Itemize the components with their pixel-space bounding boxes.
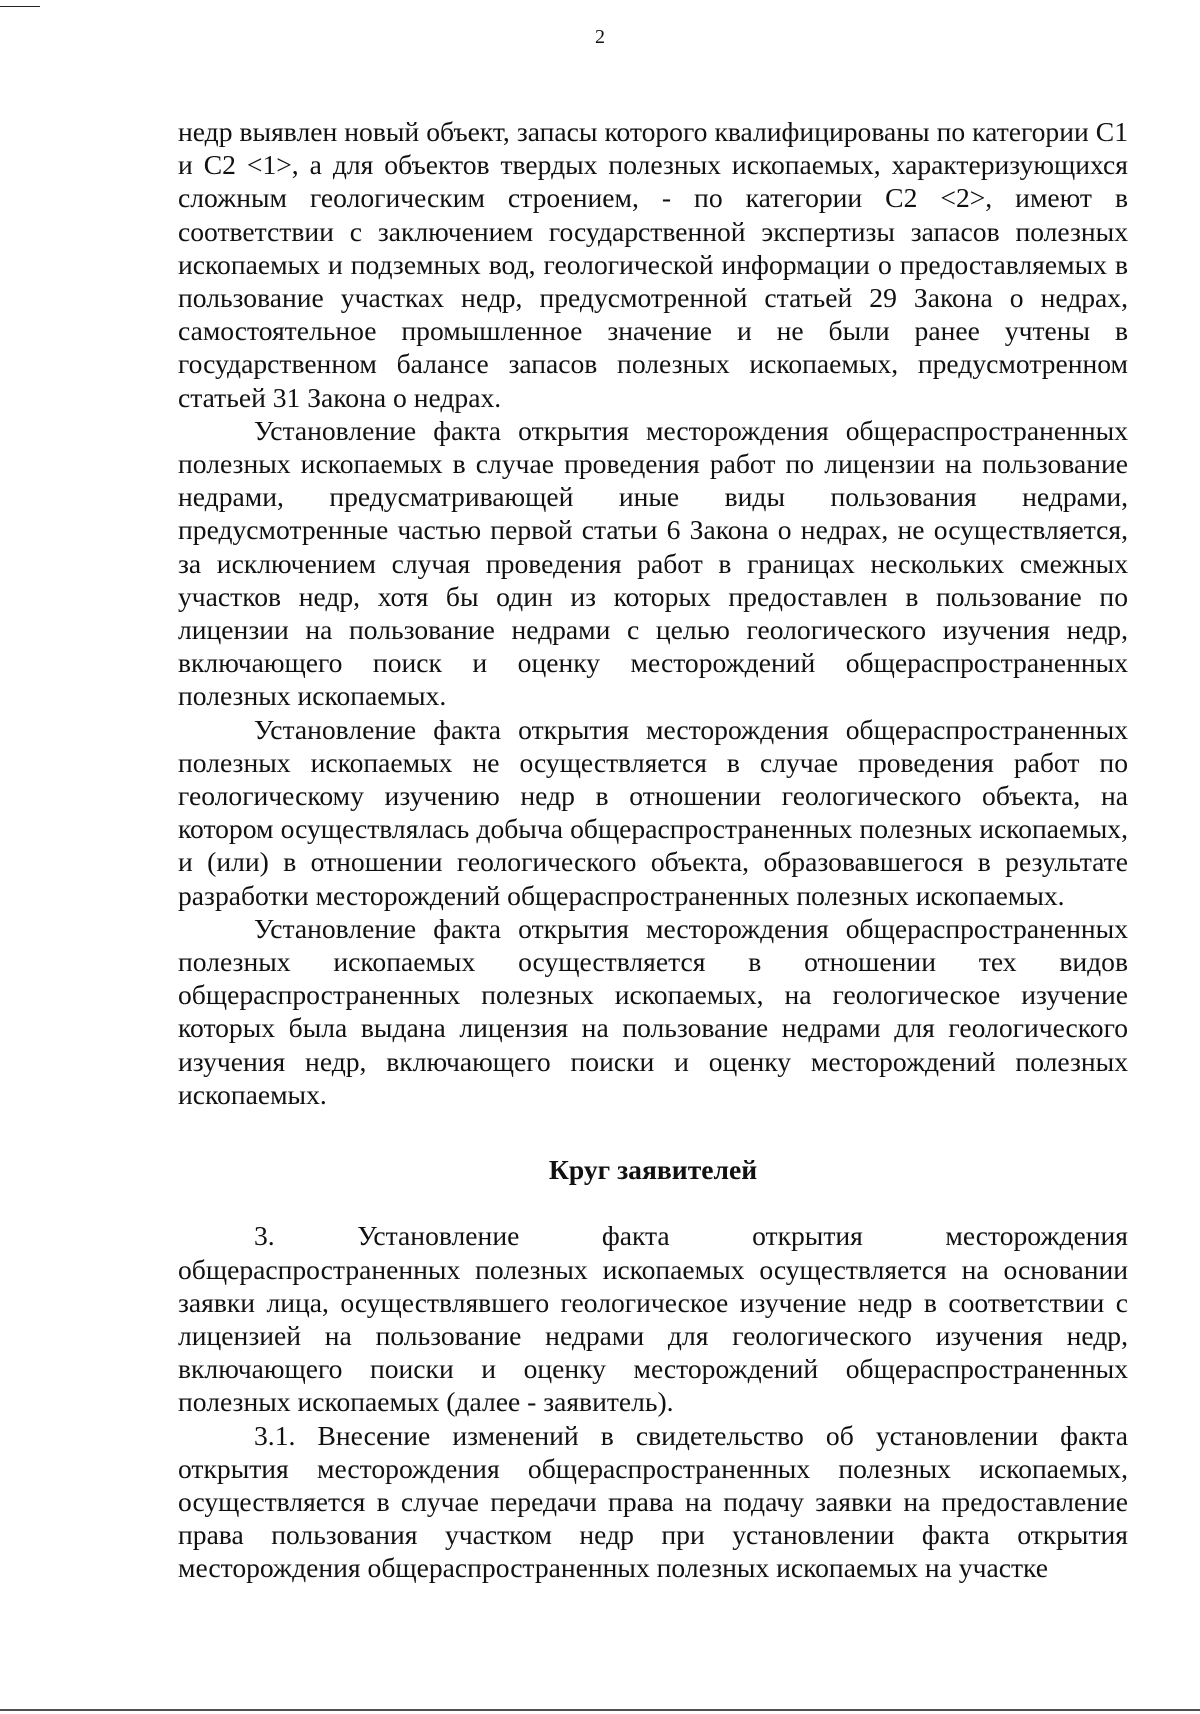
item-3-1-text: 3.1. Внесение изменений в свидетельство об установлении факта открытия месторождения общераспространенных полезных ископаемых, осуществляется в случае передачи права на подачу заявки на предоставление права пользования участком недр при установлении факта открытия месторождения общераспространенных полезных ископаемых на участке xyxy=(178,1419,1128,1584)
scan-corner-mark xyxy=(0,6,40,7)
spacer xyxy=(178,1111,1128,1153)
document-body xyxy=(178,115,1128,1585)
scan-bottom-edge xyxy=(0,1709,1200,1711)
spacer xyxy=(178,1186,1128,1219)
paragraph-exception-other-use: Установление факта открытия месторождения общераспространенных полезных ископаемых в случае проведения работ по лицензии на пользование недрами, предусматривающей иные виды пользования недрами, предусмотренные частью первой статьи 6 Закона о недрах, не осуществляется, за исключением случая проведения работ в границах нескольких смежных участков недр, хотя бы один из которых предоставлен в пользование по лицензии на пользование недрами с целью геологического изучения недр, включающего поиск и оценку месторождений общераспространенных полезных ископаемых. xyxy=(178,414,1128,712)
item-3-text: общераспространенных полезных ископаемых осуществляется на основании заявки лица, осуществлявшего геологическое изучение недр в соответствии с лицензией на пользование недрами для геологического изучения недр, включающего поиски и оценку месторождений общераспространенных полезных ископаемых (далее - заявитель). xyxy=(178,1253,1128,1418)
item-3-word: открытия xyxy=(752,1220,863,1252)
paragraph-continuation: недр выявлен новый объект, запасы которого квалифицированы по категории С1 и С2 <1>, а для объектов твердых полезных ископаемых, характеризующихся сложным геологическим строением, - по категории С2 <2>, имеют в соответствии с заключением государственной экспертизы запасов полезных ископаемых и подземных вод, геологической информации о предоставляемых в пользование участках недр, предусмотренной статьей 29 Закона о недрах, самостоятельное промышленное значение и не были ранее учтены в государственном балансе запасов полезных ископаемых, предусмотренном статьей 31 Закона о недрах. xyxy=(178,116,1128,413)
section-heading: Круг заявителей xyxy=(548,1154,758,1186)
paragraph-established-types: Установление факта открытия месторождения общераспространенных полезных ископаемых осуществляется в отношении тех видов общераспространенных полезных ископаемых, на геологическое изучение которых была выдана лицензия на пользование недрами для геологического изучения недр, включающего поиски и оценку месторождений полезных ископаемых. xyxy=(178,912,1128,1110)
item-3-word: месторождения xyxy=(945,1220,1128,1252)
item-3-first-line xyxy=(178,1219,1128,1252)
item-3-word: Установление xyxy=(357,1220,520,1252)
page-number: 2 xyxy=(595,26,605,48)
item-3-number: 3. xyxy=(254,1220,275,1252)
item-3-word: факта xyxy=(601,1220,670,1252)
paragraph-not-established: Установление факта открытия месторождения общераспространенных полезных ископаемых не осуществляется в случае проведения работ по геологическому изучению недр в отношении геологического объекта, на котором осуществлялась добыча общераспространенных полезных ископаемых, и (или) в отношении геологического объекта, образовавшегося в результате разработки месторождений общераспространенных полезных ископаемых. xyxy=(178,713,1128,911)
